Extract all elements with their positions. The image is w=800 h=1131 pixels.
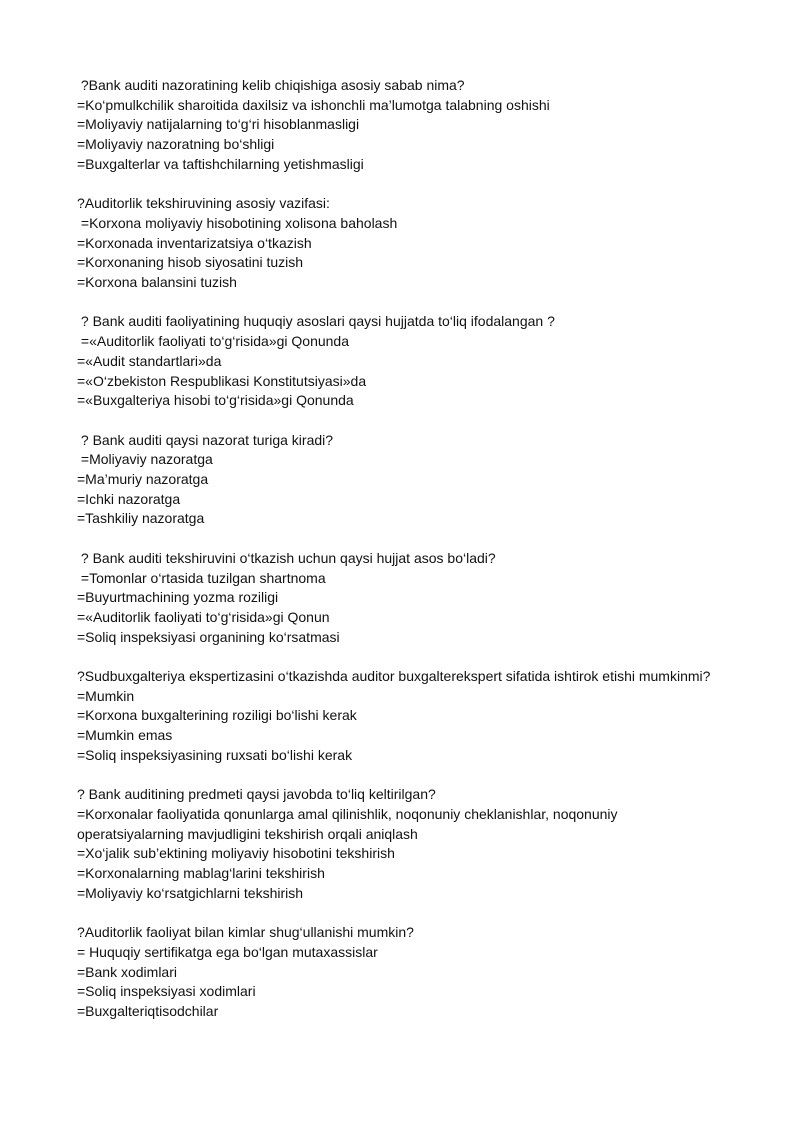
- answer-option: =«Buxgalteriya hisobi to‘g‘risida»gi Qonunda: [77, 392, 354, 409]
- answer-option: =Moliyaviy nazoratning bo‘shligi: [77, 136, 275, 153]
- answer-option: =Korxonalarning mablag‘larini tekshirish: [77, 865, 325, 882]
- answer-option: =Korxona buxgalterining roziligi bo‘lishi kerak: [77, 707, 357, 724]
- question-block: [77, 76, 727, 175]
- answer-option: =«O‘zbekiston Respublikasi Konstitutsiyasi»da: [77, 372, 367, 389]
- answer-option: =Mumkin: [77, 687, 135, 704]
- question-text: ? Bank auditi faoliyatining huquqiy asoslari qaysi hujjatda to‘liq ifodalangan ?: [77, 313, 555, 330]
- question-block: [77, 312, 727, 411]
- answer-option: = Huquqiy sertifikatga ega bo‘lgan mutaxassislar: [77, 943, 378, 960]
- question-text: ?Bank auditi nazoratining kelib chiqishiga asosiy sabab nima?: [77, 77, 465, 93]
- answer-option: =Bank xodimlari: [77, 963, 177, 980]
- question-block: [77, 431, 727, 530]
- answer-option: =Korxonalar faoliyatida qonunlarga amal qilinishlik, noqonuniy cheklanishlar, noqonuniy operatsiyalarning mavjudligini tekshirish orqali aniqlash: [77, 805, 622, 842]
- answer-option: =Korxonaning hisob siyosatini tuzish: [77, 254, 304, 271]
- answer-option: =«Auditorlik faoliyati to‘g‘risida»gi Qonun: [77, 608, 330, 625]
- question-text: ? Bank auditi tekshiruvini o‘tkazish uchun qaysi hujjat asos bo‘ladi?: [77, 549, 496, 566]
- answer-option: =Buxgalteriqtisodchilar: [77, 1002, 219, 1019]
- answer-option: =Xo‘jalik sub’ektining moliyaviy hisobotini tekshirish: [77, 845, 395, 862]
- question-block: [77, 194, 727, 293]
- question-text: ? Bank auditi qaysi nazorat turiga kiradi?: [77, 431, 334, 448]
- answer-option: =Soliq inspeksiyasining ruxsati bo‘lishi kerak: [77, 746, 353, 763]
- answer-option: =Moliyaviy natijalarning to‘g‘ri hisoblanmasligi: [77, 116, 360, 133]
- answer-option: =Ichki nazoratga: [77, 490, 181, 507]
- answer-option: =Korxonada inventarizatsiya o‘tkazish: [77, 234, 312, 251]
- answer-option: =Ko‘pmulkchilik sharoitida daxilsiz va ishonchli ma’lumotga talabning oshishi: [77, 96, 550, 113]
- question-text: ?Auditorlik tekshiruvining asosiy vazifasi:: [77, 195, 330, 212]
- question-block: [77, 549, 727, 648]
- answer-option: =Buxgalterlar va taftishchilarning yetishmasligi: [77, 155, 364, 172]
- answer-option: =«Auditorlik faoliyati to‘g‘risida»gi Qonunda: [77, 333, 349, 350]
- question-list: [77, 76, 727, 1041]
- question-text: ? Bank auditining predmeti qaysi javobda to‘liq keltirilgan?: [77, 786, 436, 803]
- question-text: ?Sudbuxgalteriya ekspertizasini o‘tkazishda auditor buxgalterekspert sifatida ishtirok etishi mumkinmi?: [77, 668, 711, 685]
- answer-option: =Korxona balansini tuzish: [77, 274, 237, 291]
- answer-option: =Tashkiliy nazoratga: [77, 510, 205, 527]
- answer-option: =Moliyaviy nazoratga: [77, 451, 213, 468]
- answer-option: =Tomonlar o‘rtasida tuzilgan shartnoma: [77, 569, 326, 586]
- question-block: [77, 785, 727, 903]
- question-block: [77, 667, 727, 766]
- answer-option: =Mumkin emas: [77, 727, 173, 744]
- answer-option: =Korxona moliyaviy hisobotining xolisona baholash: [77, 214, 398, 231]
- answer-option: =Soliq inspeksiyasi xodimlari: [77, 983, 256, 1000]
- answer-option: =Moliyaviy ko‘rsatgichlarni tekshirish: [77, 884, 304, 901]
- answer-option: =«Audit standartlari»da: [77, 352, 222, 369]
- answer-option: =Soliq inspeksiyasi organining ko‘rsatmasi: [77, 628, 340, 645]
- question-text: ?Auditorlik faoliyat bilan kimlar shug‘ullanishi mumkin?: [77, 924, 414, 941]
- answer-option: =Ma’muriy nazoratga: [77, 471, 209, 488]
- answer-option: =Buyurtmachining yozma roziligi: [77, 589, 279, 606]
- question-block: [77, 923, 727, 1022]
